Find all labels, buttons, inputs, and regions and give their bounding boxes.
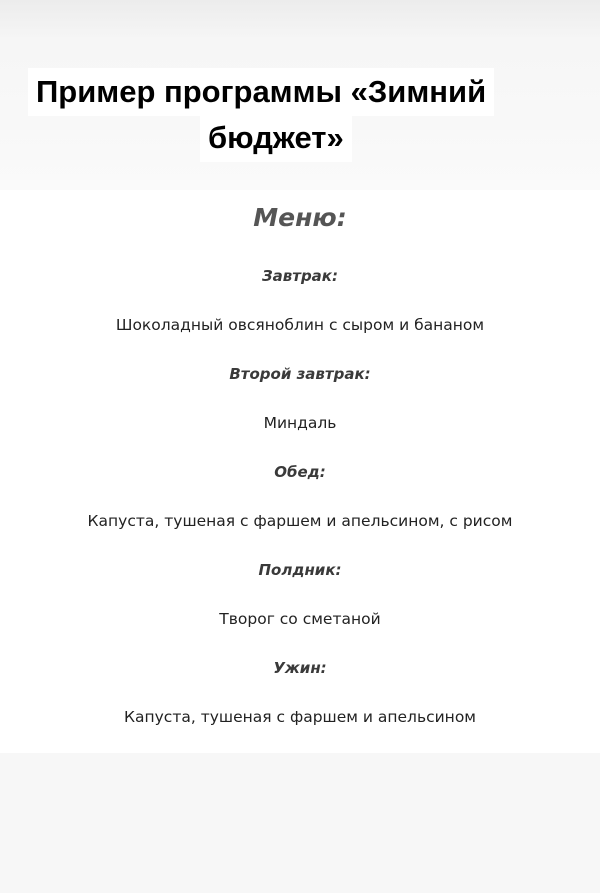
menu-heading: Меню: xyxy=(253,203,347,232)
title-line-2: бюджет» xyxy=(200,114,352,162)
footer-background xyxy=(0,753,600,893)
meal-label-lunch: Обед: xyxy=(274,463,326,481)
meal-text-breakfast: Шоколадный овсяноблин с сыром и бананом xyxy=(115,316,485,334)
meal-text-snack: Творог со сметаной xyxy=(219,610,381,628)
meal-label-dinner: Ужин: xyxy=(273,659,327,677)
title-line-1: Пример программы «Зимний xyxy=(28,68,494,116)
meal-text-second-breakfast: Миндаль xyxy=(263,414,337,432)
meal-text-dinner: Капуста, тушеная с фаршем и апельсином xyxy=(123,708,476,726)
meal-label-second-breakfast: Второй завтрак: xyxy=(229,365,371,383)
meal-label-snack: Полдник: xyxy=(258,561,342,579)
meal-label-breakfast: Завтрак: xyxy=(261,267,338,285)
meal-text-lunch: Капуста, тушеная с фаршем и апельсином, с рисом xyxy=(87,512,513,530)
